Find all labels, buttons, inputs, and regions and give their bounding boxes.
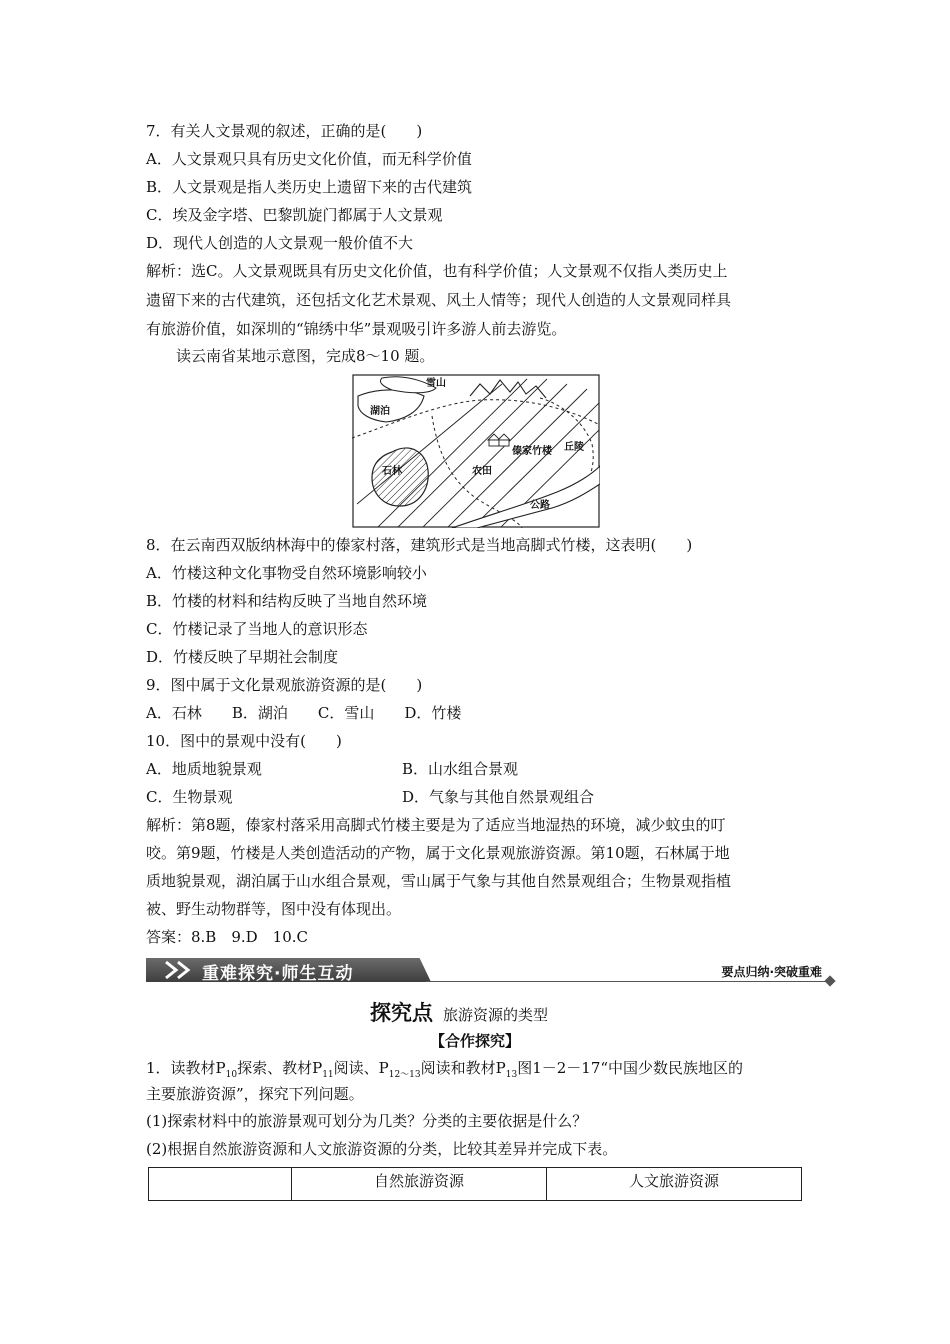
q8-option-b: B．竹楼的材料和结构反映了当地自然环境 [146, 592, 428, 610]
diamond-icon [824, 975, 835, 986]
task-text: 图1－2－17“中国少数民族地区的 [517, 1059, 744, 1077]
q7-analysis-line: 遗留下来的古代建筑，还包括文化艺术景观、风土人情等；现代人创造的人文景观同样具 [146, 291, 732, 309]
task-subquestion-1: (1)探索材料中的旅游景观可划分为几类？分类的主要依据是什么？ [146, 1112, 588, 1130]
banner-title: 重难探究·师生互动 [202, 964, 354, 984]
map-label-stone-forest: 石林 [382, 466, 402, 477]
task-text: 阅读、P [333, 1059, 389, 1077]
q8-option-d: D．竹楼反映了早期社会制度 [146, 648, 339, 666]
q7-option-c: C．埃及金字塔、巴黎凯旋门都属于人文景观 [146, 206, 443, 224]
section-title: 探究点 [370, 1001, 433, 1025]
map-label-hill: 丘陵 [564, 442, 584, 453]
banner-rule [426, 981, 828, 982]
task-text: 探索、教材P [237, 1059, 323, 1077]
map-label-farmland: 农田 [472, 466, 492, 477]
q10-option-c: C．生物景观 [146, 788, 233, 806]
analysis-line: 解析：第8题，傣家村落采用高脚式竹楼主要是为了适应当地湿热的环境，减少蚊虫的叮 [146, 816, 726, 834]
table-row [149, 1168, 802, 1201]
q7-option-a: A．人文景观只具有历史文化价值，而无科学价值 [146, 150, 472, 168]
cooperative-inquiry-label: 【合作探究】 [429, 1032, 520, 1050]
q10-stem: 10．图中的景观中没有( ) [146, 732, 342, 750]
task-subquestion-2: (2)根据自然旅游资源和人文旅游资源的分类，比较其差异并完成下表。 [146, 1140, 618, 1158]
comparison-table [148, 1167, 802, 1201]
task-line-1 [146, 1058, 743, 1085]
banner-right-text: 要点归纳·突破重难 [721, 965, 822, 979]
q8-option-a: A．竹楼这种文化事物受自然环境影响较小 [146, 564, 427, 582]
q10-option-a: A．地质地貌景观 [146, 760, 262, 778]
section-heading [370, 999, 548, 1029]
map-label-dai-bamboo-house: 傣家竹楼 [512, 446, 552, 457]
section-subtitle: 旅游资源的类型 [443, 1006, 549, 1024]
q7-analysis-line: 有旅游价值，如深圳的“锦绣中华”景观吸引许多游人前去游览。 [146, 320, 567, 338]
q10-option-b: B．山水组合景观 [402, 760, 519, 778]
q8-option-c: C．竹楼记录了当地人的意识形态 [146, 620, 368, 638]
map-label-road: 公路 [530, 500, 550, 511]
q9-stem: 9．图中属于文化景观旅游资源的是( ) [146, 676, 423, 694]
q7-analysis-line: 解析：选C。人文景观既具有历史文化价值，也有科学价值；人文景观不仅指人类历史上 [146, 262, 728, 280]
table-header-cell [149, 1168, 292, 1201]
analysis-line: 咬。第9题，竹楼是人类创造活动的产物，属于文化景观旅游资源。第10题，石林属于地 [146, 844, 730, 862]
q7-option-d: D．现代人创造的人文景观一般价值不大 [146, 234, 414, 252]
q7-option-b: B．人文景观是指人类历史上遗留下来的古代建筑 [146, 178, 473, 196]
analysis-line: 被、野生动物群等，图中没有体现出。 [146, 900, 402, 918]
q9-options: A．石林 B．湖泊 C．雪山 D．竹楼 [146, 704, 462, 722]
page-subscript: 10 [225, 1070, 238, 1080]
analysis-line: 质地貌景观，湖泊属于山水组合景观，雪山属于气象与其他自然景观组合；生物景观指植 [146, 872, 732, 890]
double-chevron-icon [164, 960, 194, 980]
section-banner [146, 958, 836, 984]
answer-line: 答案：8.B 9.D 10.C [146, 928, 309, 946]
page-subscript: 12～13 [388, 1070, 421, 1080]
map-label-lake: 湖泊 [370, 406, 390, 417]
yunnan-map-figure [352, 374, 600, 528]
page-subscript: 11 [322, 1070, 334, 1080]
q8-stem: 8．在云南西双版纳林海中的傣家村落，建筑形式是当地高脚式竹楼，这表明( ) [146, 536, 693, 554]
q10-option-d: D．气象与其他自然景观组合 [402, 788, 595, 806]
task-text: 阅读和教材P [420, 1059, 506, 1077]
table-header-cell: 自然旅游资源 [292, 1168, 547, 1201]
map-intro: 读云南省某地示意图，完成8～10 题。 [176, 347, 435, 365]
q7-stem: 7．有关人文景观的叙述，正确的是( ) [146, 122, 423, 140]
task-line-2: 主要旅游资源”，探究下列问题。 [146, 1085, 364, 1103]
task-text: 1．读教材P [146, 1059, 226, 1077]
page-subscript: 13 [505, 1070, 518, 1080]
table-header-cell: 人文旅游资源 [547, 1168, 802, 1201]
map-label-snow-mountain: 雪山 [426, 378, 446, 389]
